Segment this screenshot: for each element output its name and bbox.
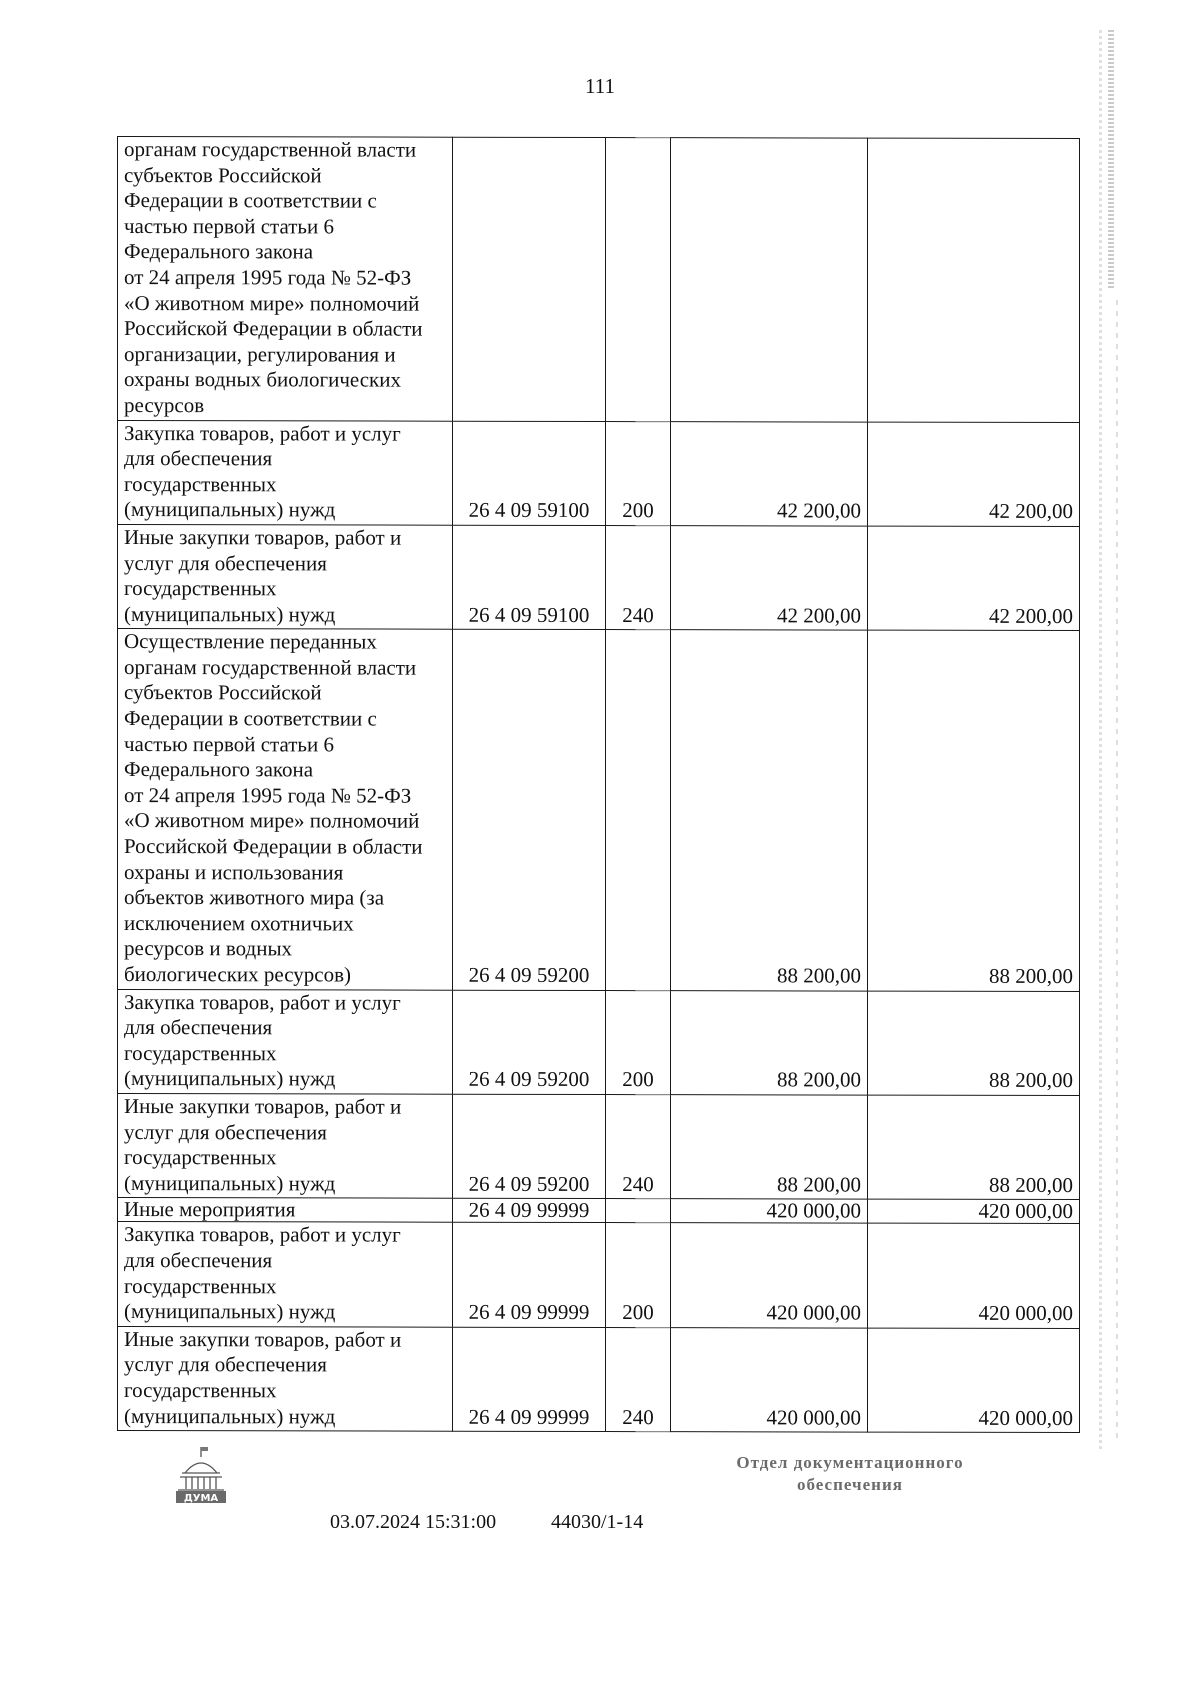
table-row [118, 1093, 1080, 1199]
row-amount2-cell: 88 200,00 [868, 991, 1080, 1096]
row-amount1-cell [671, 138, 868, 422]
row-amount1-cell: 88 200,00 [671, 990, 868, 1095]
row-amount2-cell: 88 200,00 [868, 630, 1080, 991]
row-code-cell [453, 137, 606, 421]
row-name-cell: Закупка товаров, работ и услуг для обеспечения государственных (муниципальных) нужд [118, 989, 453, 1094]
table-row [118, 1222, 1080, 1328]
row-name-cell: Иные закупки товаров, работ и услуг для обеспечения государственных (муниципальных) нужд [118, 1093, 453, 1198]
stamp-line-2: обеспечения [797, 1475, 903, 1494]
row-type-cell: 240 [606, 1327, 671, 1432]
row-code-cell: 26 4 09 59100 [453, 525, 606, 630]
row-code-cell: 26 4 09 59200 [453, 1094, 606, 1199]
row-name-cell: Иные мероприятия [118, 1198, 453, 1223]
row-name-cell: органам государственной власти субъектов Российской Федерации в соответствии с частью первой статьи 6 Федерального закона от 24 апреля 1995 года № 52-ФЗ «О животном мире» полномочий Российской Федерации в области организации, регулирования и охраны водных биологических ресурсов [118, 137, 453, 421]
row-type-cell: 240 [606, 1094, 671, 1199]
row-name-cell: Закупка товаров, работ и услуг для обеспечения государственных (муниципальных) нужд [118, 1222, 453, 1327]
row-amount1-cell: 420 000,00 [671, 1223, 868, 1328]
table-row [118, 989, 1080, 1095]
row-code-cell: 26 4 09 59200 [453, 629, 606, 990]
row-amount2-cell: 420 000,00 [868, 1328, 1080, 1433]
row-type-cell [606, 138, 671, 422]
row-amount2-cell: 420 000,00 [868, 1199, 1080, 1223]
footer-document-code: 44030/1-14 [551, 1511, 644, 1533]
row-code-cell: 26 4 09 59100 [453, 421, 606, 526]
row-amount2-cell [868, 138, 1080, 422]
footer-datetime: 03.07.2024 15:31:00 [330, 1511, 497, 1533]
row-amount1-cell: 42 200,00 [671, 421, 868, 526]
table-row [118, 420, 1080, 526]
row-amount2-cell: 42 200,00 [868, 526, 1080, 631]
table-row [118, 1198, 1080, 1224]
row-amount1-cell: 88 200,00 [671, 1095, 868, 1200]
row-amount1-cell: 88 200,00 [671, 630, 868, 991]
duma-logo-icon [172, 1445, 230, 1512]
row-code-cell: 26 4 09 99999 [453, 1327, 606, 1432]
row-type-cell: 200 [606, 990, 671, 1095]
scan-edge-artifact [1099, 30, 1102, 1450]
row-code-cell: 26 4 09 59200 [453, 990, 606, 1095]
table-row [118, 629, 1080, 991]
table-row [118, 524, 1080, 630]
row-type-cell [606, 1199, 671, 1223]
scan-edge-artifact [1116, 300, 1118, 1440]
row-amount1-cell: 420 000,00 [671, 1199, 868, 1223]
stamp-line-1: Отдел документационного [736, 1453, 964, 1472]
row-amount1-cell: 42 200,00 [671, 526, 868, 631]
row-amount2-cell: 42 200,00 [868, 422, 1080, 527]
row-type-cell: 240 [606, 525, 671, 630]
table-row [118, 1326, 1080, 1432]
row-type-cell: 200 [606, 421, 671, 526]
budget-table-body [118, 137, 1080, 1433]
table-row [118, 137, 1080, 423]
row-amount2-cell: 88 200,00 [868, 1095, 1080, 1200]
department-stamp [712, 1452, 988, 1496]
row-type-cell: 200 [606, 1223, 671, 1328]
row-code-cell: 26 4 09 99999 [453, 1199, 606, 1223]
row-name-cell: Иные закупки товаров, работ и услуг для обеспечения государственных (муниципальных) нужд [118, 524, 453, 629]
row-name-cell: Осуществление переданных органам государственной власти субъектов Российской Федерации в соответствии с частью первой статьи 6 Федерального закона от 24 апреля 1995 года № 52-ФЗ «О животном мире» полномочий Российской Федерации в области охраны и использования объектов животного мира (за исключением охотничьих ресурсов и водных биологических ресурсов) [118, 629, 453, 990]
row-name-cell: Закупка товаров, работ и услуг для обеспечения государственных (муниципальных) нужд [118, 420, 453, 525]
scan-edge-artifact [1108, 30, 1114, 290]
row-amount2-cell: 420 000,00 [868, 1223, 1080, 1328]
row-type-cell [606, 630, 671, 990]
row-name-cell: Иные закупки товаров, работ и услуг для обеспечения государственных (муниципальных) нужд [118, 1326, 453, 1431]
budget-table [117, 136, 1080, 1433]
row-code-cell: 26 4 09 99999 [453, 1223, 606, 1328]
row-amount1-cell: 420 000,00 [671, 1327, 868, 1432]
page-number: 111 [585, 74, 615, 98]
logo-text: ДУМА [183, 1493, 219, 1504]
